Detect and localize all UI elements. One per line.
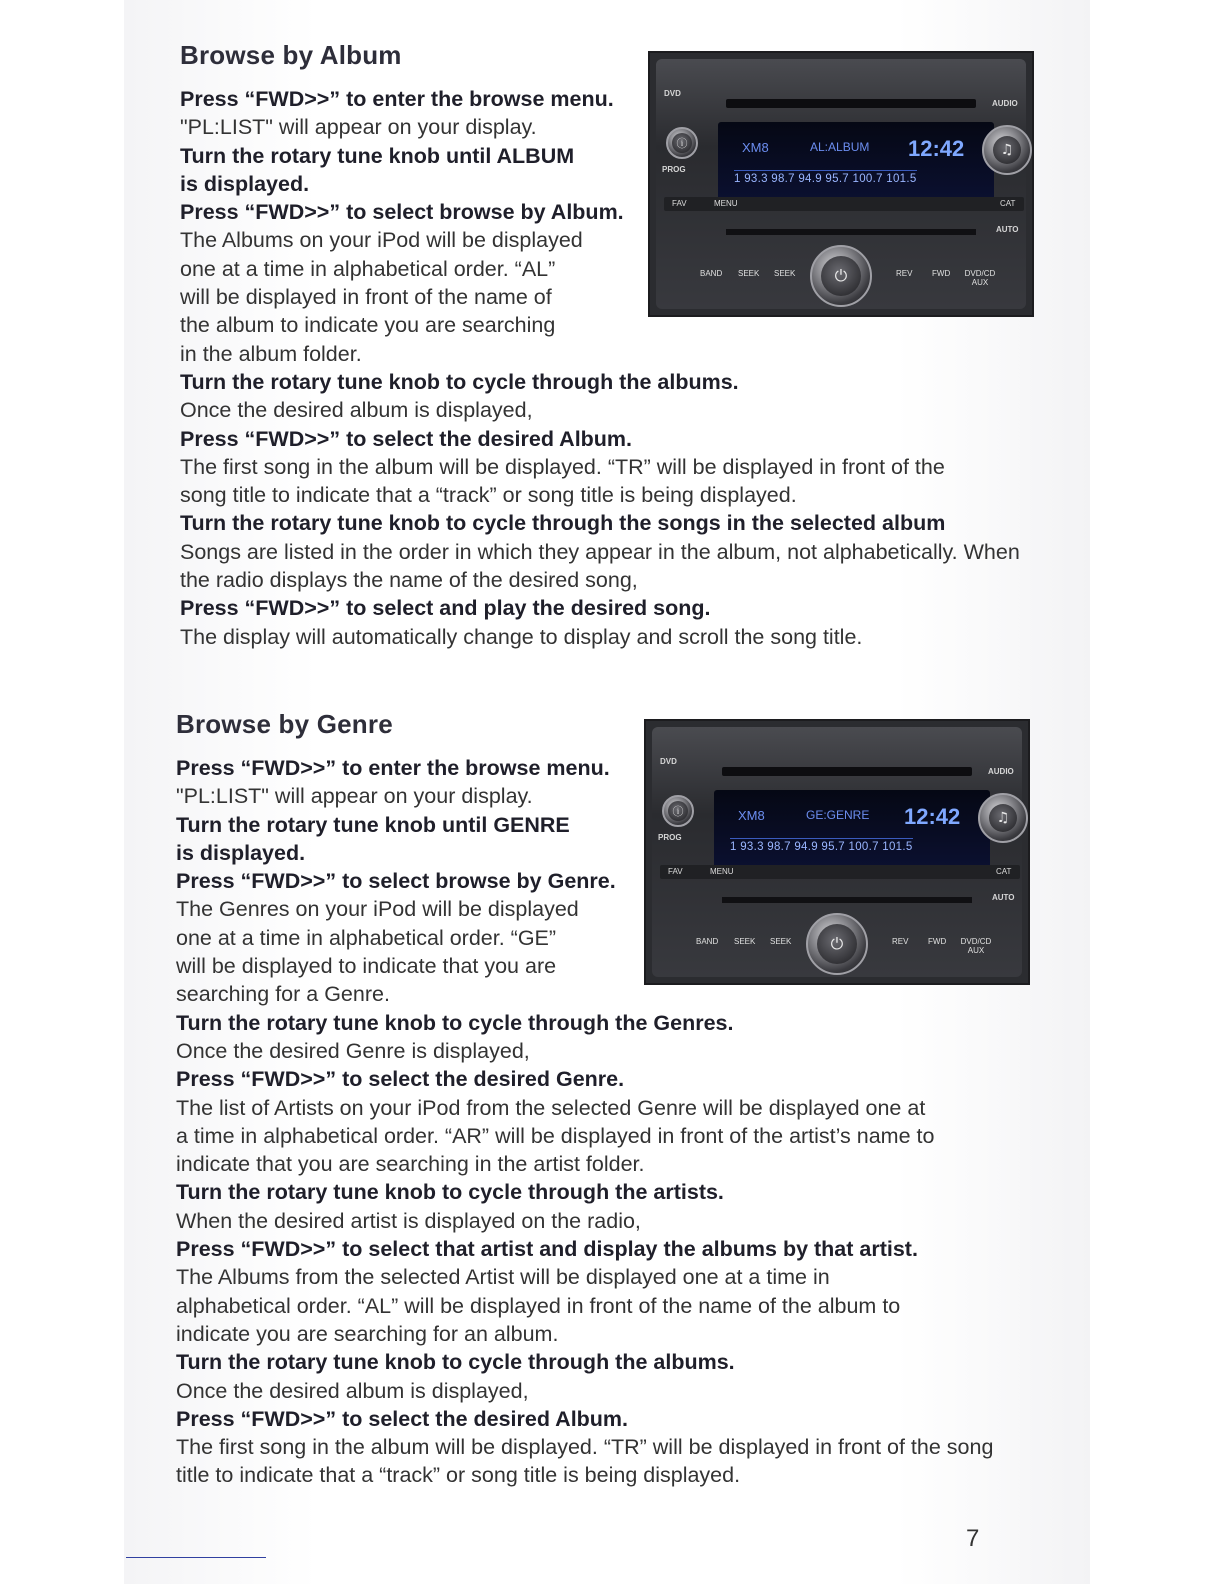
instruction-step: Press “FWD>>” to select and play the desired song. <box>180 596 711 621</box>
power-volume-knob <box>806 913 868 975</box>
album-radio-image <box>648 51 1034 317</box>
auto-label: AUTO <box>996 225 1019 234</box>
radio-bezel <box>656 59 1026 309</box>
disc-slot <box>722 767 972 776</box>
instruction-note: When the desired artist is displayed on the radio, <box>176 1208 641 1233</box>
instruction-note: The Genres on your iPod will be displayed <box>176 897 579 922</box>
instruction-note: The display will automatically change to display and scroll the song title. <box>180 624 863 649</box>
instruction-step: is displayed. <box>176 840 306 865</box>
instruction-note: alphabetical order. “AL” will be displayed in front of the name of the album to <box>176 1293 901 1318</box>
instruction-note: searching for a Genre. <box>176 982 390 1007</box>
instruction-note: The list of Artists on your iPod from the selected Genre will be displayed one at <box>176 1095 926 1120</box>
band-label: BAND <box>696 937 719 946</box>
fwd-label: FWD <box>928 937 947 946</box>
auto-label: AUTO <box>992 893 1015 902</box>
rev-label: REV <box>892 937 909 946</box>
tune-knob <box>982 125 1032 175</box>
cat-label: CAT <box>996 867 1012 876</box>
instruction-note: "PL:LIST" will appear on your display. <box>176 784 533 809</box>
instruction-note: The first song in the album will be displayed. “TR” will be displayed in front of the <box>180 454 945 479</box>
album-heading: Browse by Album <box>180 40 402 70</box>
display-clock: 12:42 <box>908 136 965 161</box>
instruction-note: will be displayed in front of the name of <box>180 285 552 310</box>
instruction-step: Turn the rotary tune knob to cycle through the albums. <box>176 1350 735 1375</box>
seek-back-label: SEEK <box>734 937 756 946</box>
instruction-step: Press “FWD>>” to enter the browse menu. <box>176 756 610 780</box>
lower-slot <box>726 229 976 235</box>
fav-label: FAV <box>668 867 683 876</box>
genre-heading: Browse by Genre <box>176 709 393 739</box>
instruction-note: one at a time in alphabetical order. “GE” <box>176 925 557 950</box>
disc-slot <box>726 99 976 108</box>
menu-label: MENU <box>714 199 738 208</box>
info-button <box>662 795 694 827</box>
dvdcd-aux-label: DVD/CD AUX <box>960 937 992 955</box>
page-number: 7 <box>966 1525 980 1552</box>
instruction-step: Turn the rotary tune knob until GENRE <box>176 812 570 837</box>
instruction-note: will be displayed to indicate that you are <box>176 954 557 979</box>
instruction-note: Songs are listed in the order in which they appear in the album, not alphabetically. When <box>180 539 1020 564</box>
power-icon: ⏻ <box>817 924 857 964</box>
rev-label: REV <box>896 269 913 278</box>
lower-slot <box>722 897 972 903</box>
display-source: XM8 <box>742 140 769 155</box>
instruction-step: Turn the rotary tune knob to cycle through the artists. <box>176 1180 724 1205</box>
instruction-note: the album to indicate you are searching <box>180 313 556 338</box>
instruction-note: The Albums from the selected Artist will be displayed one at a time in <box>176 1265 830 1290</box>
display-source: XM8 <box>738 808 765 823</box>
footer-rule <box>126 1557 266 1558</box>
instruction-step: Press “FWD>>” to select that artist and display the albums by that artist. <box>176 1237 918 1262</box>
display-mode: AL:ALBUM <box>810 140 870 154</box>
instruction-note: song title to indicate that a “track” or song title is being displayed. <box>180 483 797 508</box>
instruction-note: the radio displays the name of the desired song, <box>180 568 638 593</box>
instruction-note: "PL:LIST" will appear on your display. <box>180 115 537 140</box>
cat-label: CAT <box>1000 199 1016 208</box>
dvd-label: DVD <box>664 89 681 98</box>
info-icon: ⓘ <box>672 133 692 153</box>
instruction-step: Press “FWD>>” to select browse by Album. <box>180 200 624 225</box>
music-note-icon: ♫ <box>993 136 1021 164</box>
seek-fwd-label: SEEK <box>774 269 796 278</box>
audio-label: AUDIO <box>988 767 1014 776</box>
instruction-note: Once the desired album is displayed, <box>180 398 533 423</box>
instruction-note: Once the desired Genre is displayed, <box>176 1038 530 1063</box>
instruction-note: indicate you are searching for an album. <box>176 1321 559 1346</box>
menu-label: MENU <box>710 867 734 876</box>
audio-label: AUDIO <box>992 99 1018 108</box>
power-volume-knob <box>810 245 872 307</box>
power-icon: ⏻ <box>821 256 861 296</box>
instruction-step: Press “FWD>>” to enter the browse menu. <box>180 87 614 111</box>
instruction-step: Turn the rotary tune knob to cycle through the songs in the selected album <box>180 511 946 536</box>
instruction-note: title to indicate that a “track” or song title is being displayed. <box>176 1463 741 1488</box>
instruction-note: indicate that you are searching in the artist folder. <box>176 1152 645 1177</box>
info-icon: ⓘ <box>668 801 688 821</box>
display-mode: GE:GENRE <box>806 808 870 822</box>
instruction-note: The first song in the album will be displayed. “TR” will be displayed in front of the song <box>176 1435 994 1460</box>
radio-display <box>718 122 994 200</box>
display-presets: 1 93.3 98.7 94.9 95.7 100.7 101.5 <box>730 838 913 853</box>
fav-label: FAV <box>672 199 687 208</box>
genre-radio-image <box>644 719 1030 985</box>
instruction-step: Turn the rotary tune knob to cycle through the albums. <box>180 369 739 394</box>
instruction-note: in the album folder. <box>180 341 362 366</box>
instruction-note: Once the desired album is displayed, <box>176 1378 529 1403</box>
preset-button-row <box>664 197 1024 211</box>
instruction-note: The Albums on your iPod will be displayed <box>180 228 583 253</box>
instruction-step: Turn the rotary tune knob until ALBUM <box>180 143 575 168</box>
instruction-step: Press “FWD>>” to select the desired Album. <box>180 426 633 451</box>
info-button <box>666 127 698 159</box>
prog-label: PROG <box>662 165 686 174</box>
tune-knob <box>978 793 1028 843</box>
radio-bezel <box>652 727 1022 977</box>
instruction-note: one at a time in alphabetical order. “AL” <box>180 256 556 281</box>
radio-display <box>714 790 990 868</box>
dvdcd-aux-label: DVD/CD AUX <box>964 269 996 287</box>
display-presets: 1 93.3 98.7 94.9 95.7 100.7 101.5 <box>734 170 917 185</box>
dvd-label: DVD <box>660 757 677 766</box>
seek-back-label: SEEK <box>738 269 760 278</box>
preset-button-row <box>660 865 1020 879</box>
instruction-step: is displayed. <box>180 171 310 196</box>
instruction-step: Press “FWD>>” to select the desired Album. <box>176 1406 629 1431</box>
seek-fwd-label: SEEK <box>770 937 792 946</box>
instruction-step: Turn the rotary tune knob to cycle through the Genres. <box>176 1010 734 1035</box>
band-label: BAND <box>700 269 723 278</box>
instruction-note: a time in alphabetical order. “AR” will be displayed in front of the artist’s name to <box>176 1123 935 1148</box>
fwd-label: FWD <box>932 269 951 278</box>
instruction-step: Press “FWD>>” to select the desired Genre. <box>176 1067 625 1092</box>
music-note-icon: ♫ <box>989 804 1017 832</box>
display-clock: 12:42 <box>904 804 961 829</box>
prog-label: PROG <box>658 833 682 842</box>
instruction-step: Press “FWD>>” to select browse by Genre. <box>176 869 616 894</box>
